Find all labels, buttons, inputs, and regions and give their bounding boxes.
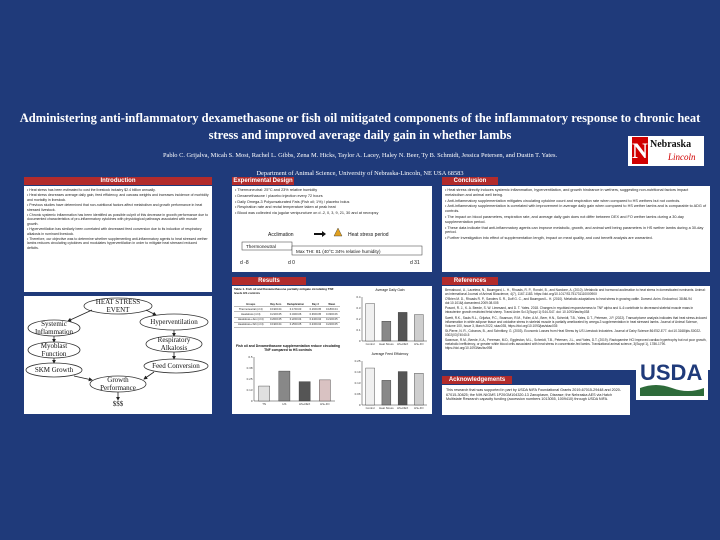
logo-word-lincoln: Lincoln [668,152,696,162]
conclusion-bullet: • Further investigation into effect of supplementation length, impact on meat quality, and cost benefit analysis are warranted. [445,236,707,241]
adg-chart [350,294,430,350]
x-tick-label: Control [365,342,375,346]
results-panel [232,286,432,414]
table-cell: 0.17±0.03 [284,307,307,312]
reference-item: Bernabucci, U., Lacetera, N., Baumgard, L. H., Rhoads, R. P., Ronchi, B., and Nardone, A. (2010). Metabolic and hormonal acclimation to heat stress in domesticated ruminants. Animal: an international Journal of Animal Bioscience, 4(7), 1167-1183. https://doi.org/10.1017/S175173111000090X [445,288,706,297]
x-tick-label: HS+FO [414,406,424,410]
y-tick-label: 0.4 [356,295,361,299]
bar [366,368,375,405]
diagram-growth-performance: Growth Performance [100,376,136,392]
nebraska-logo [628,136,704,166]
conclusion-bullet: • The impact on blood parameters, respiration rate, and average daily gain does not differ between DEX and FO wether lambs during a 30-day supplementation period. [445,215,707,225]
y-tick-label: 0.19 [354,370,361,374]
y-tick-label: 0.1 [356,328,361,332]
y-tick-label: 0.06 [354,392,361,396]
fe-chart-title: Average Feed Efficiency [371,352,409,356]
conclusion-bullet: • Anti-inflammatory supplementation is correlated with improvement in average daily gain when compared to HS wether lambs and is comparable to ADG of controls. [445,204,707,214]
bar [382,321,391,341]
table-header-cell: Wean [324,302,340,307]
conclusion-panel [442,186,710,272]
reference-item: Swanson, R.M., Beede, K.A., Freeman, M.D., Eggleston, M.L., Schmidt, T.B., Petersen, J.L., and Yates, D.T. (2019). Ractopamine HCl improved cardiac hypertrophy but not poor growth, metabolic inefficiency, or greater white blood cells associated with heat stress in concentrate-fed lambs. Translational animal science, 3(Suppl 1), 1786-1790. https://doi.org/10.1093/tas/txz098 [445,338,707,351]
references-list [442,286,710,353]
table-cell: 0.20±0.05 [268,317,284,322]
timeline-d-minus8: d -8 [240,260,249,266]
warning-icon [334,228,342,236]
diagram-systemic-inflammation: Systemic Inflammation [34,320,74,336]
reference-item: O'Brien M. D., Rhoads R. P., Sanders S. R., Duff G. C., and Baumgard L. H. (2010). Metabolic adaptations to heat stress in growing cattle. Domest. Anim. Endocrinol. 38:86-94 doi:10.1016/j.domaniend.2009.08.005 [445,297,692,306]
introduction-list [24,186,212,253]
results-header: Results [232,277,306,285]
experimental-design-bullet: • Thermoneutral: 25°C and 23% relative humidity [235,188,429,193]
bar [279,371,290,401]
introduction-header: Introduction [24,177,212,185]
table-cell: 0.19±0.04 [268,322,284,327]
arrow-right-icon [314,231,326,237]
results-table [234,302,340,328]
acknowledgements-header: Acknowledgements [442,376,512,384]
heat-stress-diagram [24,296,212,414]
experimental-design-panel [232,186,432,272]
x-tick-label: HS+DEX [298,402,311,406]
adg-chart-title: Average Daily Gain [375,288,405,292]
table-cell: 0.36±0.05 [307,312,323,317]
diagram-feed-conversion: Feed Conversion [152,362,200,370]
introduction-bullet: • Heat stress has been estimated to cost the livestock industry $2.4 billion annually. [27,188,209,192]
y-tick-label: 0.2 [356,317,361,321]
bar [259,386,270,401]
timeline-max-thi-box: Max THI: 81 (40°C 34% relative humidity) [296,249,381,254]
table-cell: Heatstress+ dex (n=4) [234,317,268,322]
diagram-respiratory-alkalosis: Respiratory Alkalosis [157,336,191,352]
introduction-bullet: • Chronic systemic inflammation has been identified as possible culprit of this decrease in growth performance due to documented characteristics of pro-inflammatory cytokines with physiological pathways associated with muscle growth. [27,213,209,226]
table-cell: Thermoneutral (n=4) [234,307,268,312]
diagram-hyperventilation: Hyperventilation [150,318,198,326]
x-tick-label: HS+DEX [396,406,409,410]
reference-item: Swett, R.K., Sauls R.L., Grijalva, P.C., Swanson, R.M., Fuller, A.M., Beer, H.N., Schmidt, T.B., Yates, D.T., Petersen, J.P. (2022). Transcriptome analysis indicates that heat stress-induced inflammation in white adipose tissue and oxidative stress in skeletal muscle is partially ameliorated by omega-3 supplementation in heat stressed lambs. Journal of Animal Science, Volume 100, Issue 3, March 2022, skac035, https://doi.org/10.1093/jas/skac035 [445,315,707,328]
introduction-bullet: • Heat stress decreases average daily gain, feed efficiency, and carcass weights and increases incidence of morbidity and mortality in livestock. [27,193,209,202]
table-cell: 0.16±0.05 [307,307,323,312]
introduction-panel [24,186,212,292]
acknowledgements-panel [442,385,630,415]
reference-item: St-Pierre, N. R., Cobanov, B., and Schnitkey, G. (2003). Economic Losses from Heat Stress by US Livestock Industries. Journal of Dairy Science 86:E52-E77. doi:10.3168/jds.S0022-0302(03)74040-5 [445,328,702,337]
diagram-money: $$$ [112,400,124,408]
timeline [232,224,432,272]
y-tick-label: 0.13 [354,381,361,385]
table-cell: Heatstress+ fish (n=4) [234,322,268,327]
diagram-heat-stress-event: HEAT STRESS EVENT [95,298,141,314]
table-header-cell: Day 3 [307,302,323,307]
timeline-thermoneutral-box: Thermoneutral [246,244,276,249]
usda-logo-icon [636,352,708,400]
conclusion-bullet: • Anti-inflammatory supplementation mitigates circulating cytokine count and respiration rate when compared to HS wethers but not controls. [445,199,707,204]
timeline-d31: d 31 [410,260,420,266]
table-cell: 0.19±0.04 [268,307,284,312]
conclusion-list [442,186,710,244]
conclusion-header: Conclusion [442,177,498,185]
x-tick-label: Heat Stress [379,342,394,346]
x-tick-label: HS+FO [320,402,330,406]
conclusion-bullet: • Heat stress directly induces systemic inflammation, hyperventilation, and growth hindrance in wethers, suggesting non-nutritional factors impact metabolism and animal well being. [445,188,707,198]
bar [366,304,375,341]
bar [299,382,310,401]
introduction-bullet: • Hyperventilation has similarly been correlated with decreased feed conversion due to its induction of respiratory alkalosis in ruminant livestock. [27,227,209,236]
timeline-heat-period-label: Heat stress period [348,232,389,238]
nebraska-n-icon: N [632,138,648,163]
bar [398,372,407,405]
y-tick-label: 0.25 [246,377,253,381]
bar [382,380,391,405]
y-tick-label: 0.25 [354,359,361,363]
table-cell: 0.22±0.04 [284,317,307,322]
poster-title: Administering anti-inflammatory dexamethasone or fish oil mitigated components of the inflammatory response to chronic heat stress and improved average daily gain in whether lambs [19,111,701,142]
acknowledgements-text: This research that was supported in part by USDA NIFA Foundational Grants 2019-67015-29448 and 2020-67015-30825; the NIH-NIGMS 1P20GM104320-13 Zanoplasm, Disease; the Nebraska AES via Hatch Multistate Research capacity funding (accession numbers 1013055, 1009410) through USDA NIFA. [446,388,622,402]
table-header-cell: Reduplication [284,302,307,307]
x-tick-label: HS+FO [414,342,424,346]
bar [414,315,423,341]
bar [319,380,330,401]
table-cell: 0.18±0.04 [324,307,340,312]
usda-text: USDA [640,360,703,385]
table-cell: 0.21±0.05 [324,317,340,322]
introduction-bullet: • Therefore, our objective was to determine whether supplementing anti-inflammatory agents to heat stressed wether lambs reduces circulating cytokines and modulates hyperventilation in order to mitigate heat stressed reduced deficits. [27,237,209,250]
authors: Pablo C. Grijalva, Micah S. Most, Rachel L. Gibbs, Zena M. Hicks, Taylor A. Lacey, Haley N. Beer, Ty B. Schmidt, Jessica Petersen, and Dustin T. Yates. [162,152,558,159]
fe-chart [350,358,430,414]
table-header-cell: Groups [234,302,268,307]
x-tick-label: TN [262,402,266,406]
table-cell: Heatstress (n=4) [234,312,268,317]
logo-word-nebraska: Nebraska [650,139,692,150]
conclusion-bullet: • These data indicate that anti-inflammatory agents can improve metabolic, growth, and animal well being parameters in HS wether lambs during a 30-day period. [445,226,707,236]
table-cell: 0.34±0.06 [284,312,307,317]
tnf-chart-title: Fish oil and Dexamethasone supplementation reduce circulating TNF compared to HS controls [235,344,340,353]
references-header: References [442,277,498,285]
diagram-myoblast-function: Myoblast Function [40,342,68,358]
y-tick-label: 0.13 [246,388,253,392]
table-cell: 0.24±0.04 [307,317,323,322]
y-tick-label: 0 [358,403,361,407]
y-tick-label: 0.5 [248,355,253,359]
table-header-cell: Day Zero [268,302,284,307]
tnf-chart [242,354,338,410]
x-tick-label: HS [282,402,287,406]
experimental-design-list [232,186,432,219]
table-cell: 0.23±0.04 [307,322,323,327]
reference-item: Posont, R. J., K. A. Beede, S. W. Limesand, and D. T. Yates. 2018. Changes in myoblast responsiveness to TNF alpha and IL-6 contribute to decreased skeletal muscle mass in intrauterine growth restricted fetal sheep. Transl Anim Sci 2(Suppl 1):S44-S47. doi: 10.1093/tas/txy038 [445,306,694,315]
introduction-bullet: • Previous studies have determined that non-nutritional factors affect metabolism and growth performance in heat stressed livestock. [27,203,209,212]
timeline-d0: d 0 [288,260,295,266]
y-tick-label: 0.3 [356,306,361,310]
experimental-design-header: Experimental Design [233,178,293,184]
table-cell: 0.33±0.06 [324,312,340,317]
y-tick-label: 0 [358,339,361,343]
x-tick-label: Heat Stress [379,406,394,410]
diagram-skm-growth: SKM Growth [34,366,74,374]
table-title: Table 1. Fish oil and Dexamethasone partially mitigate circulating TNF levels HS controls [234,287,334,295]
department: Department of Animal Science, University of Nebraska-Lincoln, NE USA 68583 [256,170,464,177]
table-cell: 0.25±0.05 [284,322,307,327]
experimental-design-bullet: • Daily Omega-3 Polyunsaturated Fats (Fish oil; 1%) / placebo bolus [235,200,429,205]
y-tick-label: 0 [250,399,253,403]
experimental-design-bullet: • Respiration rate and rectal temperature taken at peak heat [235,205,429,210]
x-tick-label: HS+DEX [396,342,409,346]
experimental-design-bullet: • Blood was collected via jugular venipuncture on d -2, 0, 3, 9, 21, 30 and at necropsy [235,211,429,216]
y-tick-label: 0.38 [246,366,253,370]
timeline-acclimation-label: Acclimation [268,232,294,238]
bar [414,373,423,405]
experimental-design-bullet: • Dexamethasone / placebo injection every 72 hours [235,194,429,199]
table-cell: 0.22±0.05 [324,322,340,327]
x-tick-label: Control [365,406,375,410]
table-row [234,322,340,327]
bar [398,312,407,341]
table-cell: 0.21±0.05 [268,312,284,317]
